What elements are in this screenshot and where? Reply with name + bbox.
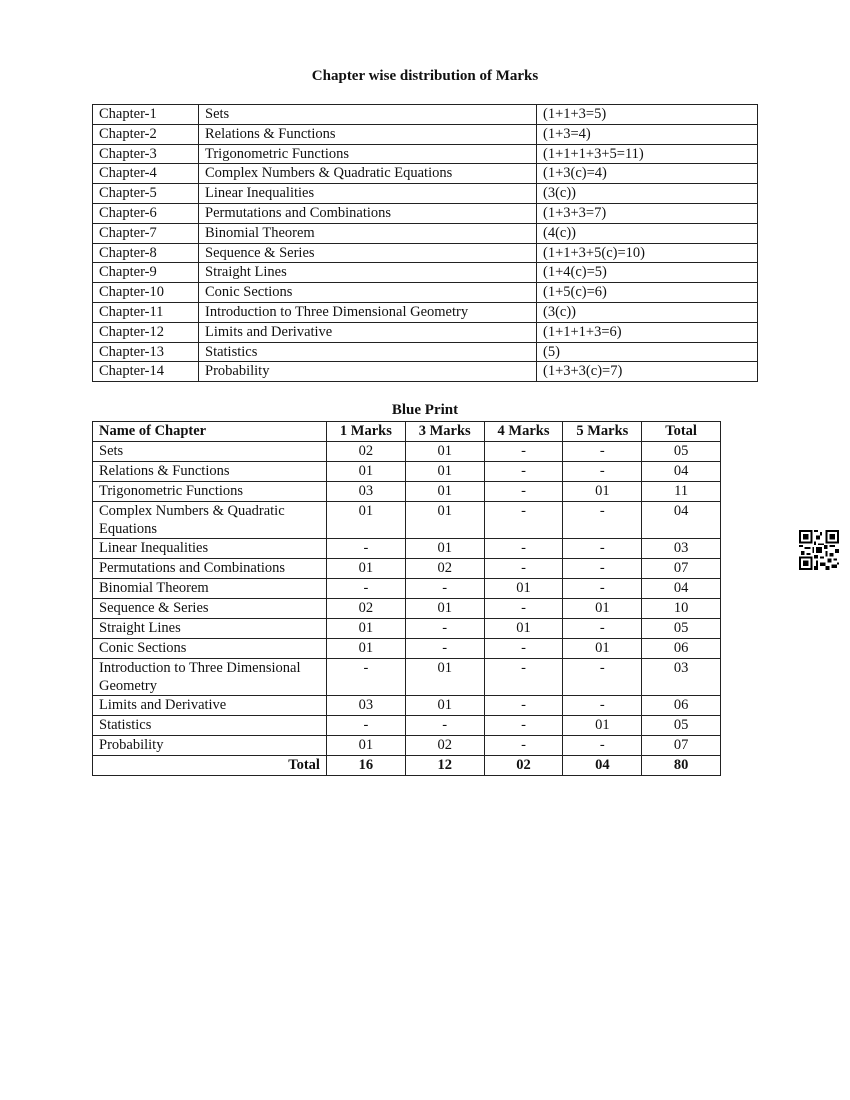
blueprint-row: [93, 462, 721, 482]
chapter-name: Straight Lines: [199, 263, 537, 283]
blueprint-row: [93, 482, 721, 502]
marks-5: -: [563, 659, 642, 696]
chapter-total: 10: [642, 599, 721, 619]
marks-4: -: [484, 716, 563, 736]
chapter-total: 11: [642, 482, 721, 502]
marks-5: -: [563, 736, 642, 756]
chapter-number: Chapter-3: [93, 144, 199, 164]
header-3-marks: 3 Marks: [405, 422, 484, 442]
marks-breakdown: (5): [537, 342, 758, 362]
chapter-number: Chapter-11: [93, 302, 199, 322]
marks-5: -: [563, 619, 642, 639]
marks-breakdown: (1+3=4): [537, 124, 758, 144]
chapter-total: 03: [642, 539, 721, 559]
blueprint-row: [93, 659, 721, 696]
marks-5: -: [563, 442, 642, 462]
distribution-row: [93, 322, 758, 342]
chapter-number: Chapter-12: [93, 322, 199, 342]
total-4-marks: 02: [484, 756, 563, 776]
chapter-name: Conic Sections: [93, 639, 327, 659]
chapter-name: Limits and Derivative: [199, 322, 537, 342]
marks-5: 01: [563, 716, 642, 736]
header-5-marks: 5 Marks: [563, 422, 642, 442]
marks-3: 01: [405, 659, 484, 696]
distribution-row: [93, 203, 758, 223]
chapter-name: Binomial Theorem: [199, 223, 537, 243]
chapter-name: Complex Numbers & Quadratic Equations: [199, 164, 537, 184]
marks-1: 01: [326, 736, 405, 756]
total-label: Total: [93, 756, 327, 776]
chapter-number: Chapter-4: [93, 164, 199, 184]
marks-3: 01: [405, 482, 484, 502]
chapter-name: Probability: [93, 736, 327, 756]
chapter-name: Introduction to Three Dimensional Geometry: [199, 302, 537, 322]
header-4-marks: 4 Marks: [484, 422, 563, 442]
marks-1: -: [326, 579, 405, 599]
marks-4: -: [484, 502, 563, 539]
blueprint-row: [93, 599, 721, 619]
blueprint-total-row: [93, 756, 721, 776]
distribution-row: [93, 223, 758, 243]
marks-3: 01: [405, 502, 484, 539]
chapter-name: Relations & Functions: [93, 462, 327, 482]
marks-3: -: [405, 639, 484, 659]
marks-4: -: [484, 539, 563, 559]
chapter-name: Statistics: [93, 716, 327, 736]
marks-4: 01: [484, 579, 563, 599]
marks-4: -: [484, 559, 563, 579]
marks-3: 01: [405, 599, 484, 619]
marks-4: -: [484, 696, 563, 716]
blueprint-title: Blue Print: [391, 402, 459, 418]
distribution-row: [93, 302, 758, 322]
chapter-number: Chapter-9: [93, 263, 199, 283]
chapter-total: 04: [642, 502, 721, 539]
chapter-number: Chapter-2: [93, 124, 199, 144]
header-name-of-chapter: Name of Chapter: [93, 422, 327, 442]
chapter-name: Statistics: [199, 342, 537, 362]
chapter-number: Chapter-14: [93, 362, 199, 382]
marks-1: 02: [326, 442, 405, 462]
chapter-name: Sets: [199, 105, 537, 125]
marks-3: -: [405, 619, 484, 639]
marks-1: 01: [326, 639, 405, 659]
marks-5: 01: [563, 599, 642, 619]
marks-breakdown: (1+3+3(c)=7): [537, 362, 758, 382]
marks-1: 01: [326, 502, 405, 539]
distribution-row: [93, 362, 758, 382]
distribution-title: Chapter wise distribution of Marks: [311, 68, 539, 84]
marks-1: 02: [326, 599, 405, 619]
blueprint-row: [93, 502, 721, 539]
chapter-name: Permutations and Combinations: [93, 559, 327, 579]
distribution-table: [92, 104, 758, 382]
marks-3: 02: [405, 736, 484, 756]
total-1-marks: 16: [326, 756, 405, 776]
marks-1: -: [326, 539, 405, 559]
header-1-marks: 1 Marks: [326, 422, 405, 442]
marks-breakdown: (1+3(c)=4): [537, 164, 758, 184]
blueprint-row: [93, 716, 721, 736]
marks-5: -: [563, 539, 642, 559]
marks-3: -: [405, 716, 484, 736]
marks-breakdown: (3(c)): [537, 184, 758, 204]
blueprint-table: [92, 421, 721, 776]
marks-breakdown: (1+3+3=7): [537, 203, 758, 223]
chapter-total: 04: [642, 579, 721, 599]
total-5-marks: 04: [563, 756, 642, 776]
chapter-total: 07: [642, 559, 721, 579]
marks-1: 01: [326, 559, 405, 579]
marks-5: 01: [563, 639, 642, 659]
chapter-total: 03: [642, 659, 721, 696]
blueprint-row: [93, 579, 721, 599]
chapter-total: 06: [642, 639, 721, 659]
blueprint-row: [93, 559, 721, 579]
chapter-number: Chapter-1: [93, 105, 199, 125]
blueprint-header-row: [93, 422, 721, 442]
marks-3: 01: [405, 696, 484, 716]
marks-4: -: [484, 599, 563, 619]
marks-breakdown: (3(c)): [537, 302, 758, 322]
total-3-marks: 12: [405, 756, 484, 776]
chapter-name: Complex Numbers & Quadratic Equations: [93, 502, 327, 539]
marks-1: 01: [326, 619, 405, 639]
distribution-row: [93, 144, 758, 164]
marks-1: 01: [326, 462, 405, 482]
marks-4: -: [484, 639, 563, 659]
chapter-total: 07: [642, 736, 721, 756]
chapter-total: 04: [642, 462, 721, 482]
marks-5: -: [563, 502, 642, 539]
marks-4: -: [484, 462, 563, 482]
chapter-name: Trigonometric Functions: [199, 144, 537, 164]
blueprint-row: [93, 442, 721, 462]
chapter-total: 05: [642, 619, 721, 639]
marks-3: 01: [405, 462, 484, 482]
marks-breakdown: (1+1+3=5): [537, 105, 758, 125]
marks-5: -: [563, 696, 642, 716]
distribution-row: [93, 124, 758, 144]
chapter-name: Sequence & Series: [199, 243, 537, 263]
marks-breakdown: (1+1+3+5(c)=10): [537, 243, 758, 263]
marks-4: -: [484, 736, 563, 756]
chapter-name: Sequence & Series: [93, 599, 327, 619]
chapter-name: Introduction to Three Dimensional Geometry: [93, 659, 327, 696]
blueprint-row: [93, 619, 721, 639]
marks-breakdown: (1+1+1+3+5=11): [537, 144, 758, 164]
marks-3: 02: [405, 559, 484, 579]
chapter-total: 06: [642, 696, 721, 716]
chapter-name: Sets: [93, 442, 327, 462]
marks-4: -: [484, 482, 563, 502]
marks-1: 03: [326, 696, 405, 716]
marks-4: -: [484, 659, 563, 696]
chapter-name: Probability: [199, 362, 537, 382]
chapter-number: Chapter-7: [93, 223, 199, 243]
header-total: Total: [642, 422, 721, 442]
marks-1: -: [326, 659, 405, 696]
marks-5: -: [563, 559, 642, 579]
distribution-row: [93, 243, 758, 263]
marks-3: 01: [405, 442, 484, 462]
distribution-row: [93, 342, 758, 362]
chapter-name: Straight Lines: [93, 619, 327, 639]
distribution-row: [93, 283, 758, 303]
chapter-total: 05: [642, 716, 721, 736]
distribution-row: [93, 263, 758, 283]
marks-breakdown: (1+5(c)=6): [537, 283, 758, 303]
chapter-total: 05: [642, 442, 721, 462]
distribution-row: [93, 105, 758, 125]
marks-5: 01: [563, 482, 642, 502]
distribution-row: [93, 184, 758, 204]
blueprint-row: [93, 696, 721, 716]
chapter-name: Permutations and Combinations: [199, 203, 537, 223]
chapter-name: Relations & Functions: [199, 124, 537, 144]
blueprint-row: [93, 639, 721, 659]
qr-code-icon[interactable]: [799, 530, 839, 570]
marks-4: -: [484, 442, 563, 462]
blueprint-row: [93, 539, 721, 559]
blueprint-row: [93, 736, 721, 756]
distribution-row: [93, 164, 758, 184]
marks-4: 01: [484, 619, 563, 639]
marks-1: -: [326, 716, 405, 736]
marks-breakdown: (4(c)): [537, 223, 758, 243]
marks-5: -: [563, 579, 642, 599]
marks-5: -: [563, 462, 642, 482]
chapter-name: Conic Sections: [199, 283, 537, 303]
total-overall: 80: [642, 756, 721, 776]
chapter-number: Chapter-6: [93, 203, 199, 223]
chapter-name: Linear Inequalities: [93, 539, 327, 559]
chapter-name: Limits and Derivative: [93, 696, 327, 716]
marks-3: -: [405, 579, 484, 599]
chapter-number: Chapter-10: [93, 283, 199, 303]
chapter-number: Chapter-8: [93, 243, 199, 263]
marks-1: 03: [326, 482, 405, 502]
chapter-name: Linear Inequalities: [199, 184, 537, 204]
marks-breakdown: (1+4(c)=5): [537, 263, 758, 283]
chapter-name: Trigonometric Functions: [93, 482, 327, 502]
marks-breakdown: (1+1+1+3=6): [537, 322, 758, 342]
marks-3: 01: [405, 539, 484, 559]
chapter-number: Chapter-13: [93, 342, 199, 362]
chapter-number: Chapter-5: [93, 184, 199, 204]
chapter-name: Binomial Theorem: [93, 579, 327, 599]
